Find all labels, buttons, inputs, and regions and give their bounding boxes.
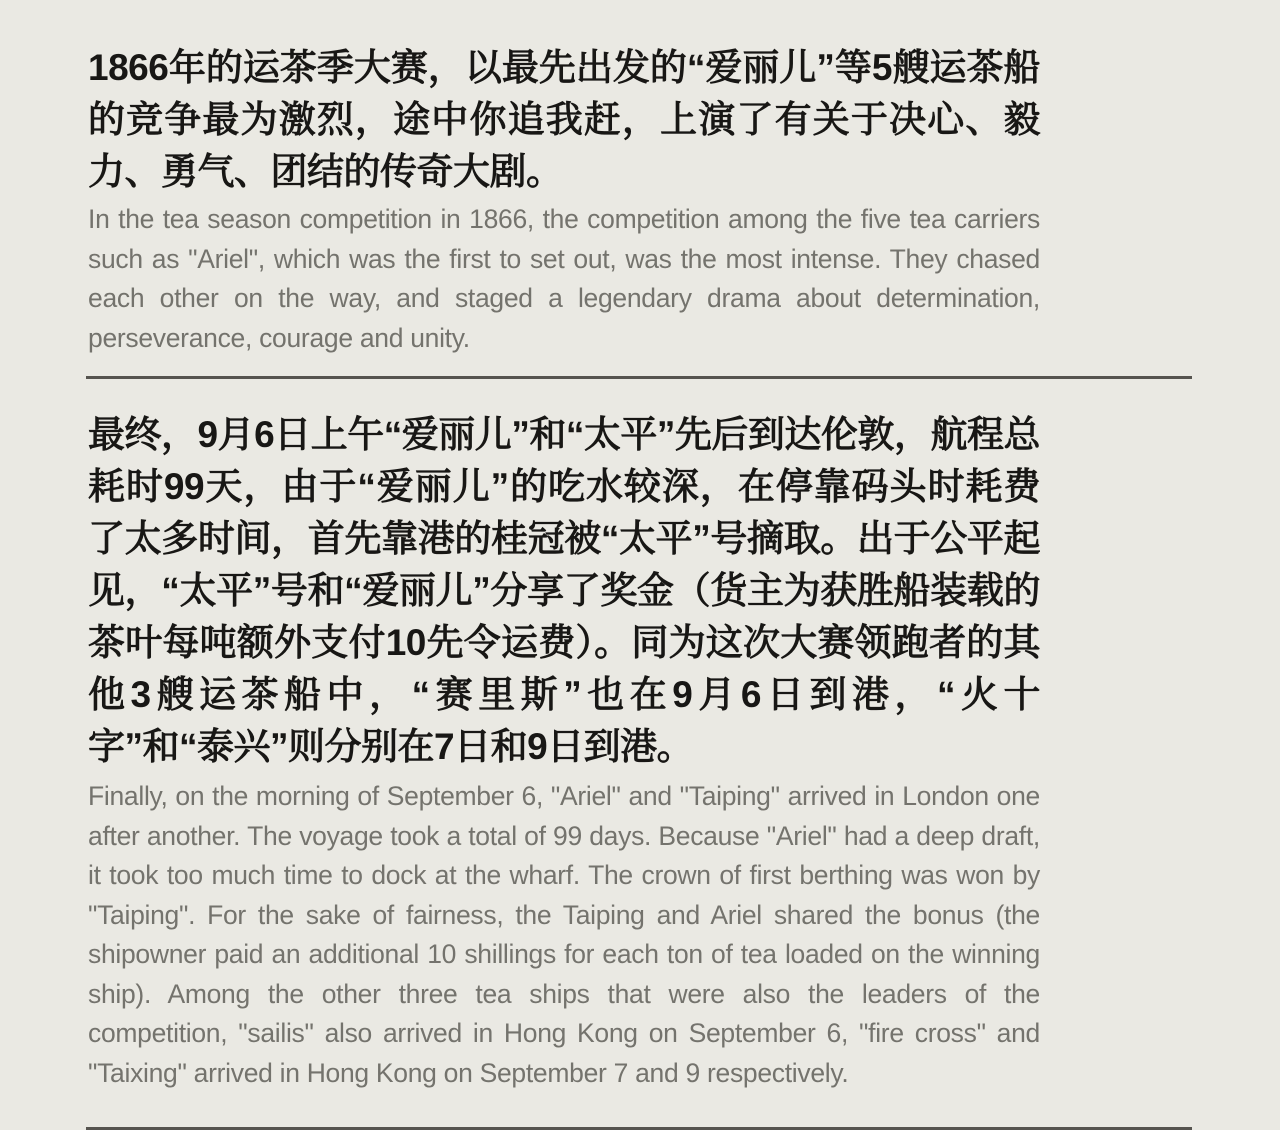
english-paragraph-2: Finally, on the morning of September 6, "Ariel" and "Taiping" arrived in London one after another. The voyage took a total of 99 days. Because "Ariel" had a deep draft, it took too much time to dock at the wharf. The crown of first berthing was won by "Taiping". For the sake of fairness, the Taiping and Ariel shared the bonus (the shipowner paid an additional 10 shillings for each ton of tea loaded on the winning ship). Among the other three tea ships that were also the leaders of the competition, "sailis" also arrived in Hong Kong on September 6, "fire cross" and "Taixing" arrived in Hong Kong on September 7 and 9 respectively. — [88, 781, 1040, 1088]
section-tea-race-intro — [88, 42, 1040, 358]
english-paragraph-1: In the tea season competition in 1866, the competition among the five tea carriers such as "Ariel", which was the first to set out, was the most intense. They chased each other on the way, and staged a legendary drama about determination, perseverance, courage and unity. — [88, 204, 1040, 353]
section-race-result — [88, 409, 1040, 1093]
chinese-paragraph-1: 1866年的运茶季大赛，以最先出发的“爱丽儿”等5艘运茶船的竞争最为激烈，途中你追我赶，上演了有关于决心、毅力、勇气、团结的传奇大剧。 — [88, 47, 1040, 192]
text-content — [88, 42, 1040, 1130]
chinese-paragraph-2: 最终，9月6日上午“爱丽儿”和“太平”先后到达伦敦，航程总耗时99天，由于“爱丽儿”的吃水较深，在停靠码头时耗费了太多时间，首先靠港的桂冠被“太平”号摘取。出于公平起见，“太平”号和“爱丽儿”分享了奖金（货主为获胜船装载的茶叶每吨额外支付10先令运费）。同为这次大赛领跑者的其他3艘运茶船中，“赛里斯”也在9月6日到港，“火十字”和“泰兴”则分别在7日和9日到港。 — [88, 414, 1040, 767]
section-divider — [86, 376, 1192, 379]
